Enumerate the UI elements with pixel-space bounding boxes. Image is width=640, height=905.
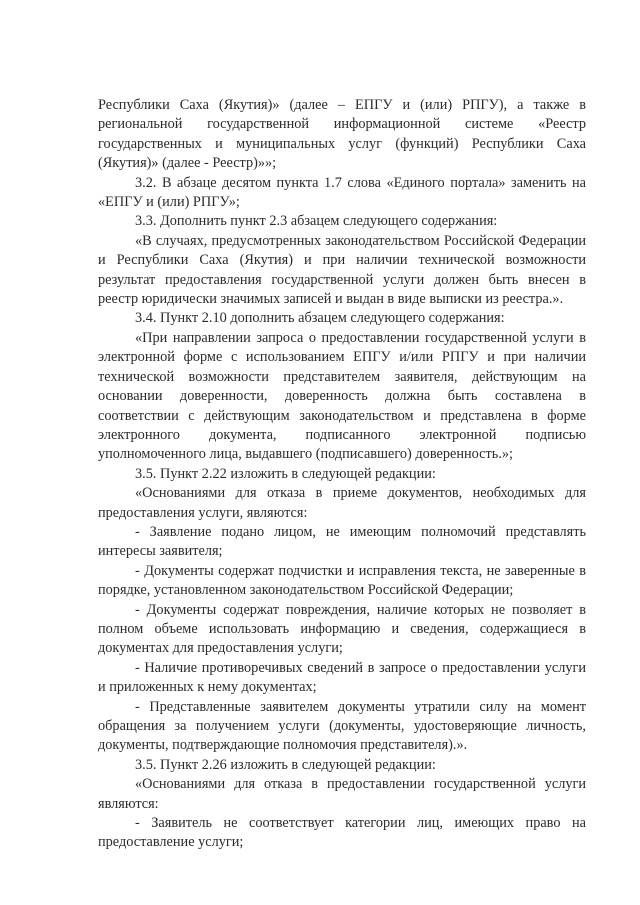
list-item: - Представленные заявителем документы утратили силу на момент обращения за получением услуги (документы, удостоверяющие личность, документы, подтверждающие полномочия представителя).».	[98, 698, 586, 754]
paragraph-3-5-a: 3.5. Пункт 2.22 изложить в следующей редакции:	[135, 465, 436, 482]
list-item: - Документы содержат повреждения, наличие которых не позволяет в полном объеме использовать информацию и сведения, содержащиеся в документах для предоставления услуги;	[98, 601, 586, 657]
list-item: - Заявление подано лицом, не имеющим полномочий представлять интересы заявителя;	[98, 523, 586, 560]
list-item: - Наличие противоречивых сведений в запросе о предоставлении услуги и приложенных к нему документах;	[98, 659, 586, 696]
paragraph-continuation: Республики Саха (Якутия)» (далее – ЕПГУ и (или) РПГУ), а также в региональной государственной информационной системе «Реестр государственных и муниципальных услуг (функций) Республики Саха (Якутия)» (далее - Реестр)»»;	[98, 97, 586, 172]
paragraph-3-3: 3.3. Дополнить пункт 2.3 абзацем следующего содержания:	[135, 213, 498, 230]
paragraph-3-4-quote: «При направлении запроса о предоставлении государственной услуги в электронной форме с использованием ЕПГУ и/или РПГУ и при наличии технической возможности представителем заявителя, действующим на основании доверенности, доверенность должна быть составлена в соответствии с действующим законодательством и представлена в форме электронного документа, подписанного электронной подписью уполномоченного лица, выдавшего (подписавшего) доверенность.»;	[98, 329, 586, 463]
list-item: - Документы содержат подчистки и исправления текста, не заверенные в порядке, установленном законодательством Российской Федерации;	[98, 562, 586, 599]
paragraph-denial-intro: «Основаниями для отказа в предоставлении государственной услуги являются:	[98, 776, 586, 812]
paragraph-3-3-quote: «В случаях, предусмотренных законодательством Российской Федерации и Республики Саха (Якутия) и при наличии технической возможности результат предоставления государственной услуги должен быть внесен в реестр юридически значимых записей и выдан в виде выписки из реестра.».	[98, 232, 586, 308]
paragraph-refusal-intro: «Основаниями для отказа в приеме документов, необходимых для предоставления услуги, являются:	[98, 485, 586, 521]
paragraph-3-4: 3.4. Пункт 2.10 дополнить абзацем следующего содержания:	[135, 310, 505, 327]
document-page	[98, 96, 586, 853]
paragraph-3-5-b: 3.5. Пункт 2.26 изложить в следующей редакции:	[135, 756, 436, 773]
list-item: - Заявитель не соответствует категории лиц, имеющих право на предоставление услуги;	[98, 815, 586, 851]
paragraph-3-2: 3.2. В абзаце десятом пункта 1.7 слова «Единого портала» заменить на «ЕПГУ и (или) РПГУ»;	[98, 174, 586, 211]
